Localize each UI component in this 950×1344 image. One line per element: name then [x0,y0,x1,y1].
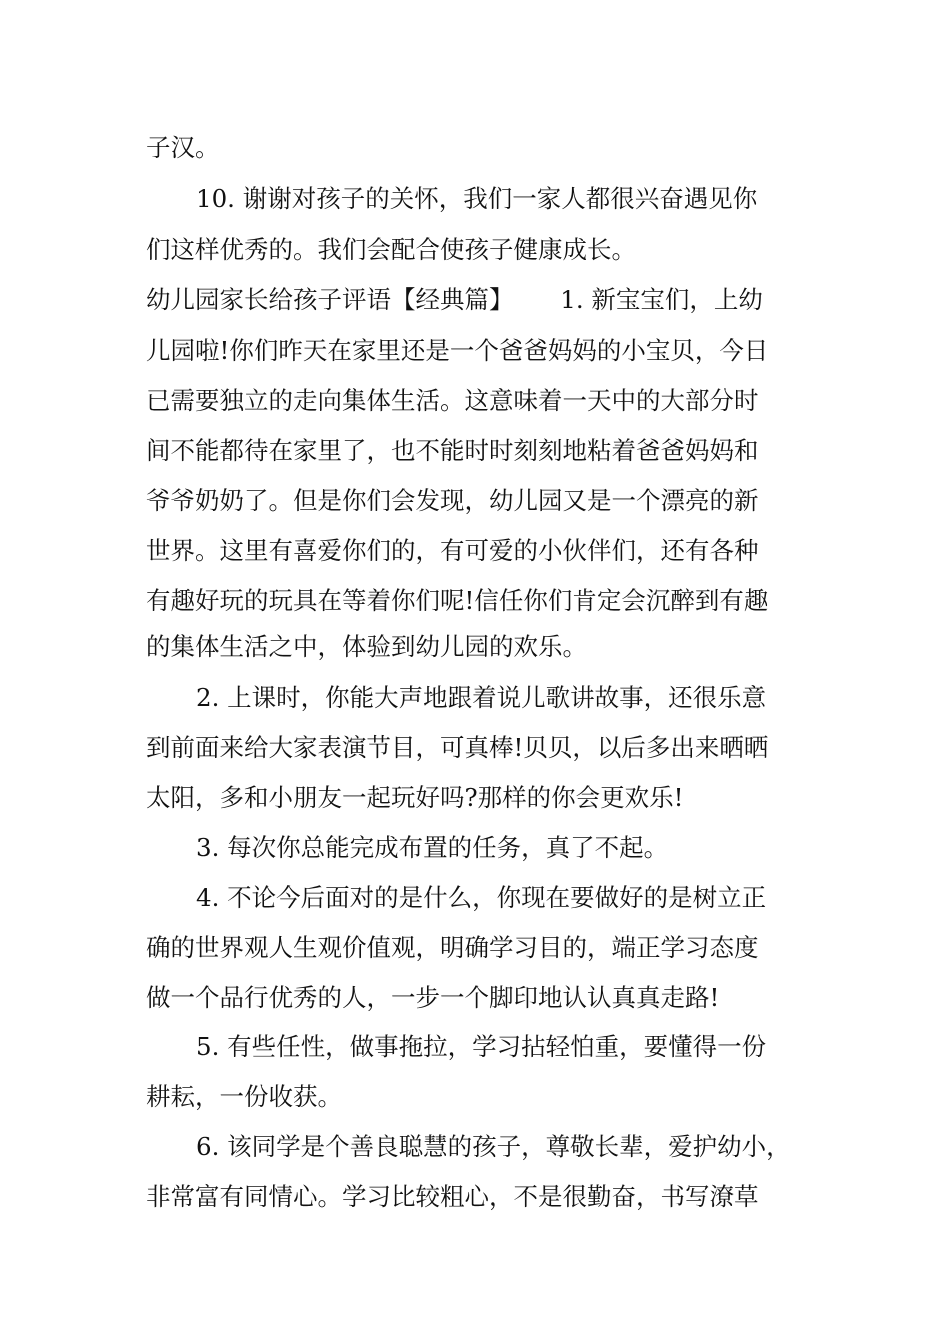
text-line: 非常富有同情心。学习比较粗心，不是很勤奋，书写潦草 [146,1182,759,1211]
text-line: 到前面来给大家表演节目，可真棒!贝贝，以后多出来晒晒 [146,733,769,762]
text-line: 子汉。 [146,133,220,162]
text-line: 2. 上课时，你能大声地跟着说儿歌讲故事，还很乐意 [196,683,767,712]
text-line: 间不能都待在家里了，也不能时时刻刻地粘着爸爸妈妈和 [146,436,759,465]
text-line: 儿园啦!你们昨天在家里还是一个爸爸妈妈的小宝贝，今日 [146,336,769,365]
text-line: 确的世界观人生观价值观，明确学习目的，端正学习态度 [146,933,759,962]
text-line: 4. 不论今后面对的是什么，你现在要做好的是树立正 [196,883,767,912]
text-line: 世界。这里有喜爱你们的，有可爱的小伙伴们，还有各种 [146,536,759,565]
text-line: 6. 该同学是个善良聪慧的孩子，尊敬长辈，爱护幼小， [196,1132,791,1161]
text-line: 耕耘，一份收获。 [146,1082,342,1111]
section-heading-line: 幼儿园家长给孩子评语【经典篇】 1. 新宝宝们，上幼 [146,285,763,314]
text-line: 做一个品行优秀的人，一步一个脚印地认认真真走路! [146,983,720,1012]
text-line: 10. 谢谢对孩子的关怀，我们一家人都很兴奋遇见你 [196,184,758,213]
text-line: 太阳，多和小朋友一起玩好吗?那样的你会更欢乐! [146,783,684,812]
text-line: 们这样优秀的。我们会配合使孩子健康成长。 [146,235,636,264]
text-line: 5. 有些任性，做事拖拉，学习拈轻怕重，要懂得一份 [196,1032,767,1061]
text-line: 已需要独立的走向集体生活。这意味着一天中的大部分时 [146,386,759,415]
text-line: 爷爷奶奶了。但是你们会发现，幼儿园又是一个漂亮的新 [146,486,759,515]
text-line: 的集体生活之中，体验到幼儿园的欢乐。 [146,632,587,661]
text-line: 3. 每次你总能完成布置的任务，真了不起。 [196,833,669,862]
text-line: 有趣好玩的玩具在等着你们呢!信任你们肯定会沉醉到有趣 [146,586,769,615]
